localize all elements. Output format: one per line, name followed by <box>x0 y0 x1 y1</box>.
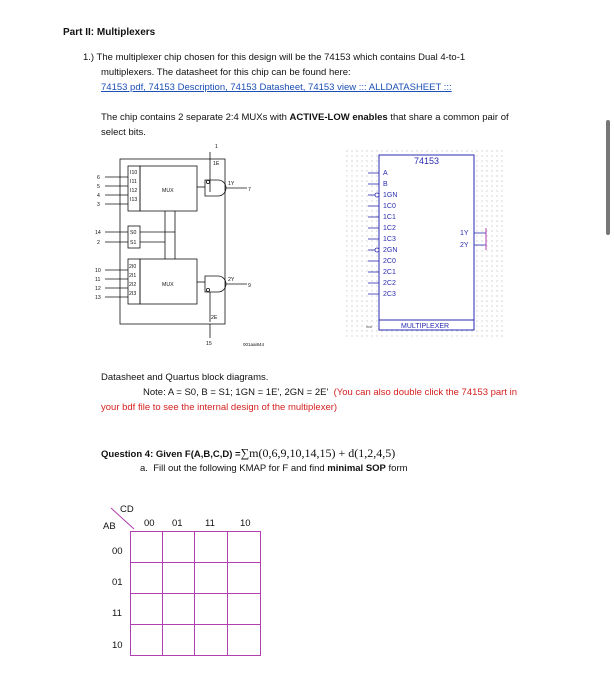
kmap-row-01: 01 <box>112 577 123 588</box>
chip-description-line2: select bits. <box>101 127 146 138</box>
part-title: Part II: Multiplexers <box>63 27 156 38</box>
bottom-input-1: 2I1 <box>129 273 137 279</box>
block-pin-1c3: 1C3 <box>383 236 396 243</box>
note-line2: your bdf file to see the internal design of the multiplexer) <box>101 402 338 413</box>
left-pin-10: 10 <box>95 268 101 274</box>
bottom-pin: 15 <box>206 341 212 347</box>
kmap-row-00: 00 <box>112 546 123 557</box>
top-pin: 1 <box>215 144 218 150</box>
select-0: S0 <box>130 230 137 236</box>
enable-bottom-label: 2E <box>211 315 218 321</box>
kmap-cell-0100[interactable] <box>130 562 163 594</box>
left-pin-5: 5 <box>97 184 100 190</box>
block-pin-1gn: 1GN <box>383 192 398 199</box>
datasheet-link[interactable]: 74153 pdf, 74153 Description, 74153 Datasheet, 74153 view ::: ALLDATASHEET ::: <box>101 82 452 93</box>
enable-top-label: 1E <box>213 161 220 167</box>
kmap-cell-1101[interactable] <box>162 593 195 625</box>
diagram-caption: Datasheet and Quartus block diagrams. <box>101 372 269 383</box>
kmap-corner <box>103 502 143 532</box>
bottom-input-0: 2I0 <box>129 264 137 270</box>
block-pin-a: A <box>383 170 388 177</box>
block-pin-1y: 1Y <box>460 230 469 237</box>
block-pin-b: B <box>383 181 388 188</box>
left-pin-2: 2 <box>97 240 100 246</box>
block-pin-1c1: 1C1 <box>383 214 396 221</box>
kmap-col-00: 00 <box>144 518 155 529</box>
block-pin-2c2: 2C2 <box>383 280 396 287</box>
kmap-cell-0110[interactable] <box>227 562 261 594</box>
block-pin-2c3: 2C3 <box>383 291 396 298</box>
out-bottom-label: 2Y <box>228 277 235 283</box>
kmap-cell-1010[interactable] <box>227 624 261 656</box>
item1-line2: multiplexers. The datasheet for this chip can be found here: <box>101 67 351 78</box>
quartus-block <box>346 150 506 340</box>
block-title: 74153 <box>414 156 440 166</box>
datasheet-diagram <box>95 142 275 350</box>
mux-top-label: MUX <box>162 188 174 194</box>
kmap-cell-1011[interactable] <box>194 624 228 656</box>
left-pin-13: 13 <box>95 295 101 301</box>
kmap-cell-0001[interactable] <box>162 531 195 563</box>
out-top-label: 1Y <box>228 181 235 187</box>
left-pin-14: 14 <box>95 230 101 236</box>
kmap-col-var: CD <box>120 504 134 515</box>
kmap-row-10: 10 <box>112 640 123 651</box>
kmap-cell-0011[interactable] <box>194 531 228 563</box>
top-input-2: I12 <box>130 188 138 194</box>
kmap-grid <box>130 531 261 656</box>
kmap-row-var: AB <box>103 521 116 532</box>
block-pin-2c0: 2C0 <box>383 258 396 265</box>
out-bottom-pin: 9 <box>248 283 251 289</box>
kmap-cell-1110[interactable] <box>227 593 261 625</box>
kmap-cell-0101[interactable] <box>162 562 195 594</box>
left-pin-3: 3 <box>97 202 100 208</box>
chip-description: The chip contains 2 separate 2:4 MUXs with ACTIVE-LOW enables that share a common pair of <box>101 112 509 123</box>
kmap-col-01: 01 <box>172 518 183 529</box>
top-input-1: I11 <box>130 179 137 185</box>
kmap-cell-0111[interactable] <box>194 562 228 594</box>
kmap-cell-0000[interactable] <box>130 531 163 563</box>
left-pin-6: 6 <box>97 175 100 181</box>
block-pin-1c2: 1C2 <box>383 225 396 232</box>
block-pin-2gn: 2GN <box>383 247 398 254</box>
kmap-cell-1100[interactable] <box>130 593 163 625</box>
scrollbar-thumb[interactable] <box>606 120 610 235</box>
note-line: Note: A = S0, B = S1; 1GN = 1E', 2GN = 2E' (You can also double click the 74153 part in <box>143 387 518 398</box>
kmap-cell-0010[interactable] <box>227 531 261 563</box>
top-input-0: I10 <box>130 170 138 176</box>
top-input-3: I13 <box>130 197 138 203</box>
select-1: S1 <box>130 240 137 246</box>
block-pin-1c0: 1C0 <box>383 203 396 210</box>
kmap-row-11: 11 <box>112 608 122 619</box>
diagram-code: 001aai844 <box>243 342 265 347</box>
block-footer: MULTIPLEXER <box>401 323 450 330</box>
question-4a: a. Fill out the following KMAP for F and find minimal SOP form <box>140 463 408 474</box>
kmap-col-11: 11 <box>205 518 215 529</box>
bottom-input-2: 2I2 <box>129 282 137 288</box>
kmap-cell-1001[interactable] <box>162 624 195 656</box>
question-4: Question 4: Given F(A,B,C,D) =∑m(0,6,9,10,14,15) + d(1,2,4,5) <box>101 446 396 460</box>
left-pin-12: 12 <box>95 286 101 292</box>
block-pin-2y: 2Y <box>460 242 469 249</box>
block-pin-2c1: 2C1 <box>383 269 396 276</box>
kmap-cell-1000[interactable] <box>130 624 163 656</box>
left-pin-11: 11 <box>95 277 101 283</box>
kmap-cell-1111[interactable] <box>194 593 228 625</box>
mux-bottom-label: MUX <box>162 282 174 288</box>
bottom-input-3: 2I3 <box>129 291 137 297</box>
kmap-col-10: 10 <box>240 518 251 529</box>
out-top-pin: 7 <box>248 187 251 193</box>
block-inst: inst <box>366 324 373 329</box>
item1-line1: 1.) The multiplexer chip chosen for this design will be the 74153 which contains Dual 4-to-1 <box>83 52 466 63</box>
left-pin-4: 4 <box>97 193 100 199</box>
